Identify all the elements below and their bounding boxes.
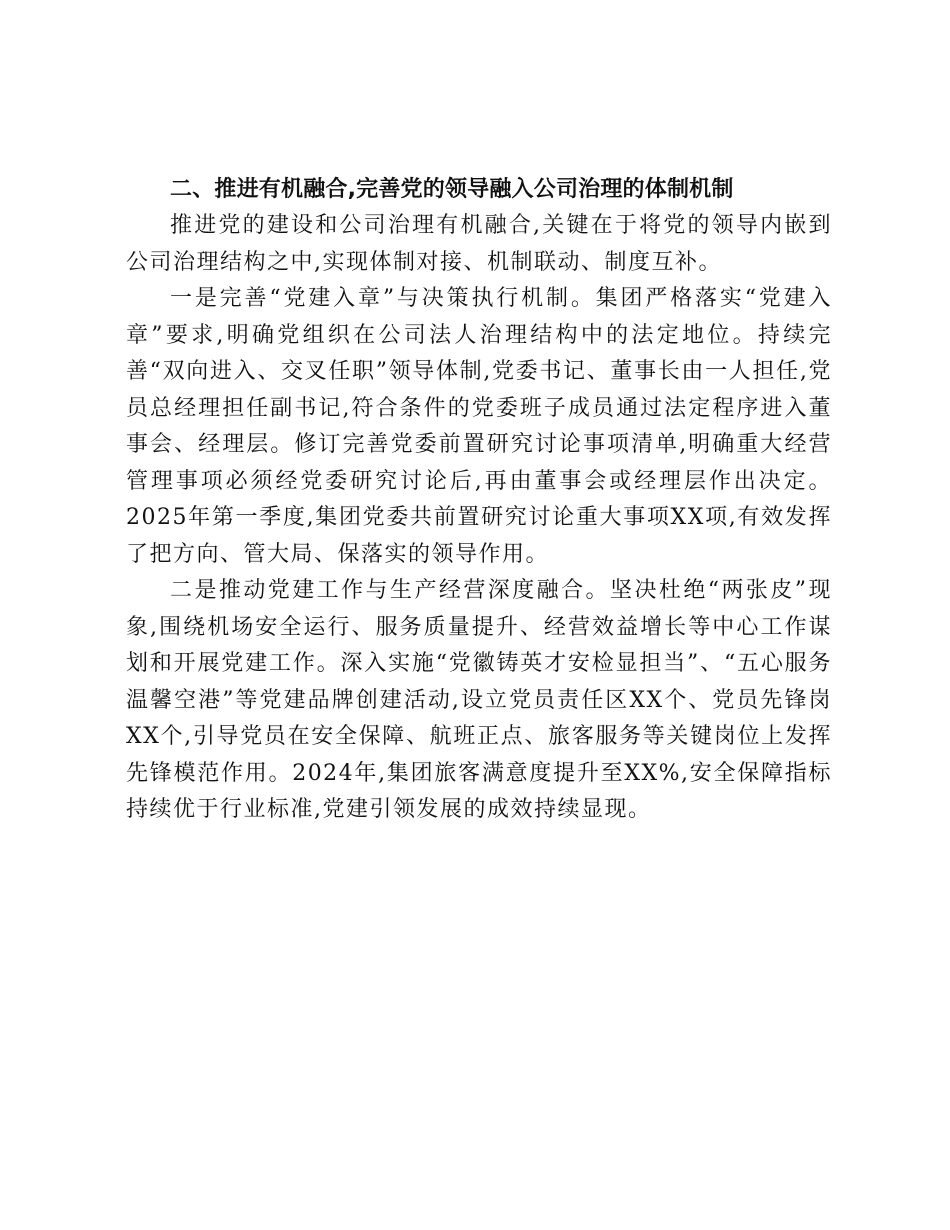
paragraph-point-two: 二是推动党建工作与生产经营深度融合。坚决杜绝“两张皮”现象,围绕机场安全运行、服务质量提升、经营效益增长等中心工作谋划和开展党建工作。深入实施“党徽铸英才安检显担当”、“五心服务温馨空港”等党建品牌创建活动,设立党员责任区XX个、党员先锋岗XX个,引导党员在安全保障、航班正点、旅客服务等关键岗位上发挥先锋模范作用。2024年,集团旅客满意度提升至XX%,安全保障指标持续优于行业标准,党建引领发展的成效持续显现。 xyxy=(126,578,832,822)
section-heading: 二、推进有机融合,完善党的领导融入公司治理的体制机制 xyxy=(170,177,734,202)
paragraph-intro: 推进党的建设和公司治理有机融合,关键在于将党的领导内嵌到公司治理结构之中,实现体制对接、机制联动、制度互补。 xyxy=(126,213,832,275)
paragraph-point-one: 一是完善“党建入章”与决策执行机制。集团严格落实“党建入章”要求,明确党组织在公司法人治理结构中的法定地位。持续完善“双向进入、交叉任职”领导体制,党委书记、董事长由一人担任,党员总经理担任副书记,符合条件的党委班子成员通过法定程序进入董事会、经理层。修订完善党委前置研究讨论事项清单,明确重大经营管理事项必须经党委研究讨论后,再由董事会或经理层作出决定。2025年第一季度,集团党委共前置研究讨论重大事项XX项,有效发挥了把方向、管大局、保落实的领导作用。 xyxy=(126,286,832,567)
document-body xyxy=(126,172,832,829)
